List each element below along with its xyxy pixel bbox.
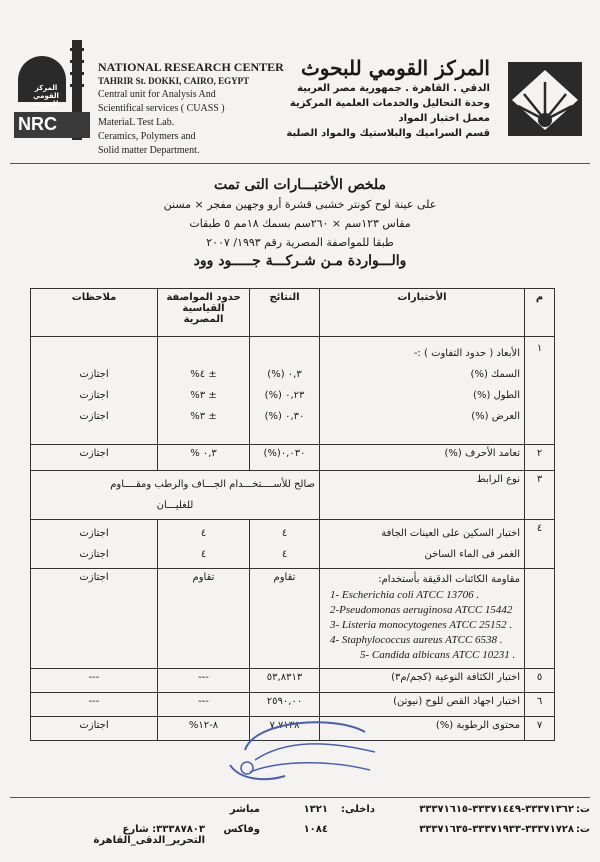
ar-line-2: وحدة التحاليل والخدمات العلمية المركزية [289,98,490,109]
company-line: والـــواردة مـن شـركـــة جـــــود وود [193,253,407,269]
test-cell: نوع الرابط [320,471,525,520]
test-cell [320,520,525,569]
limit-value: ± ٣% [190,411,217,422]
direct-label: مباشر [229,804,260,815]
en-line-3: Scientifical services ( CUASS ) [98,103,225,114]
footer-line-2 [10,824,590,846]
col-header-no: م [525,289,555,337]
fax-internal: ١٠٨٤ [303,824,328,835]
en-line-1: TAHRIR St. DOKKI, CAIRO, EGYPT [98,76,250,86]
table-row [31,569,555,669]
organism-list [324,588,520,663]
report-titles [0,176,600,271]
row-number: ٥ [525,669,555,693]
limit-value: ٨-١٢% [158,717,250,741]
result-value: ٧,٧١٣٨ [250,717,320,741]
spec-line: طبقا للمواصفة المصرية رقم ١٩٩٣/ ٢٠٠٧ [206,236,394,249]
ar-line-0: المركز القومي للبحوث [300,56,490,80]
en-line-0: NATIONAL RESEARCH CENTER [98,60,284,74]
table-row [31,337,555,445]
logo-text-0: المركز [34,84,58,92]
limit-value: ٠,٣ % [158,445,250,471]
row-number: ٣ [525,471,555,520]
row-number: ٤ [525,520,555,569]
limit-value: ± ٤% [190,369,217,380]
en-line-2: Central unit for Analysis And [98,89,216,100]
col-header-limits: حدود المواصفة القياسية المصرية [158,289,250,337]
fax-phone-numbers: ٣٣٣٧١٧٢٨-٣٣٣٧١٩٣٣-٣٣٣٧١٦٣٥ [419,824,574,835]
merged-line: للغليـــان [156,500,194,511]
row-number: ١ [525,337,555,445]
remark-value: اجتازت [79,528,109,539]
fax-phone-label: ت: [575,824,590,835]
test-cell: تعامد الأحرف (%) [320,445,525,471]
remark-value: اجتازت [79,390,109,401]
limit-value: تقاوم [158,569,250,669]
remark-cell [31,520,158,569]
limit-cell [158,337,250,445]
table-row [31,520,555,569]
remark-value: اجتازت [79,369,109,380]
phone-label: ت: [575,804,590,815]
test-line: الطول (%) [473,390,520,401]
row-number: ٦ [525,693,555,717]
result-value: ٠,٢٣ (%) [264,390,305,401]
footer-divider [10,797,590,798]
remark-value: --- [31,693,158,717]
table-row [31,445,555,471]
remark-value: --- [31,669,158,693]
row-number [525,569,555,669]
limit-value: --- [158,669,250,693]
result-value: ٤ [281,549,288,560]
result-value: ٠,٣٠ (%) [264,411,305,422]
test-line: الغمر فى الماء الساخن [424,549,520,560]
test-cell: محتوى الرطوبة (%) [320,717,525,741]
table-header-row [31,289,555,337]
remark-value: اجتازت [31,717,158,741]
result-value: ٠,٣ (%) [267,369,302,380]
en-line-6: Solid matter Department. [98,145,200,156]
limit-value: ± ٣% [190,390,217,401]
result-cell [250,337,320,445]
remark-value: اجتازت [79,411,109,422]
phone-numbers: ٣٣٣٧١٣٦٢-٣٣٣٧١٤٤٩-٣٣٣٧١٦١٥ [419,804,574,815]
merged-line: صالح للأســــتخـــدام الجـــاف والرطب ومقــــاوم [110,479,315,490]
size-line: مقاس ١٢٣سم × ٢٦٠سم بسمك ١٨مم ٥ طبقات [189,217,411,230]
merged-result-cell [31,471,320,520]
table-row [31,669,555,693]
results-table [30,288,555,741]
limit-value: ٤ [200,528,207,539]
sunburst-logo [502,60,588,140]
arabic-header [240,55,490,141]
official-stamp [225,710,385,790]
ar-line-3: معمل اختبار المواد [398,113,490,124]
address: ٣٣٣٨٧٨٠٣: شارع التحرير_الدقى_القاهرة [93,824,205,846]
logo-text-1: القومي [33,92,59,100]
result-value: ٥٣,٨٣١٣ [250,669,320,693]
remark-cell [31,337,158,445]
organism-item: 1- Escherichia coli ATCC 13706 . [330,589,480,601]
limit-value: ٤ [200,549,207,560]
organism-item: 2-Pseudomonas aeruginosa ATCC 15442 [330,604,513,616]
nrc-logo [12,40,94,140]
result-value [254,343,315,364]
remark-value: اجتازت [31,569,158,669]
result-cell [250,520,320,569]
test-cell: اختبار الكثافة النوعية (كجم/م٣) [320,669,525,693]
test-line: الأبعاد ( حدود التفاوت ) :- [413,348,520,359]
footer [10,800,590,850]
remark-value: اجتازت [79,549,109,560]
footer-line-1 [10,804,590,822]
test-cell [320,569,525,669]
test-line: العرض (%) [471,411,520,422]
test-line: السمك (%) [470,369,520,380]
en-line-4: MateriaL Test Lab. [98,117,175,128]
remark-value: اجتازت [31,445,158,471]
row-number: ٧ [525,717,555,741]
limit-value [162,343,245,364]
fax-word: وفاكس [223,824,260,835]
en-line-5: Ceramics, Polymers and [98,131,196,142]
remark-value [35,343,153,364]
logo-letters: NRC [18,114,57,134]
table-row [31,471,555,520]
organism-item: 5- Candida albicans ATCC 10231 . [360,649,516,661]
report-title: ملخص الأختبـــارات التى تمت [213,177,387,193]
col-header-results: النتائج [250,289,320,337]
ar-line-4: قسم السراميك والبلاستيك والمواد الصلبة [286,128,490,139]
organism-item: 4- Staphylococcus aureus ATCC 6538 . [330,634,503,646]
header-divider [10,163,590,164]
organism-item: 3- Listeria monocytogenes ATCC 25152 . [330,619,513,631]
test-line: مقاومة الكائنات الدقيقة بأستخدام: [378,574,520,585]
row-number: ٢ [525,445,555,471]
sample-line: على عينة لوح كونتر خشبى قشرة أرو وجهين مفجر × مسنن [163,198,437,211]
limit-cell [158,520,250,569]
test-cell [320,337,525,445]
result-value: ٠,٠٣٠(%) [250,445,320,471]
col-header-tests: الأختبارات [320,289,525,337]
ar-line-1: الدقي . القاهرة . جمهورية مصر العربية [297,83,490,94]
internal-label: داخلى: [341,804,375,815]
result-value: ٤ [281,528,288,539]
internal-number: ١٣٢١ [303,804,328,815]
result-value: ٢٥٩٠,٠٠ [250,693,320,717]
limit-value: --- [158,693,250,717]
test-cell: اختبار اجهاد القص للوح (نيوتن) [320,693,525,717]
test-line: اختبار السكين على العينات الجافة [381,528,520,539]
col-header-remarks: ملاحظات [31,289,158,337]
logo-text-2: للبحوث [33,100,59,108]
result-value: تقاوم [250,569,320,669]
